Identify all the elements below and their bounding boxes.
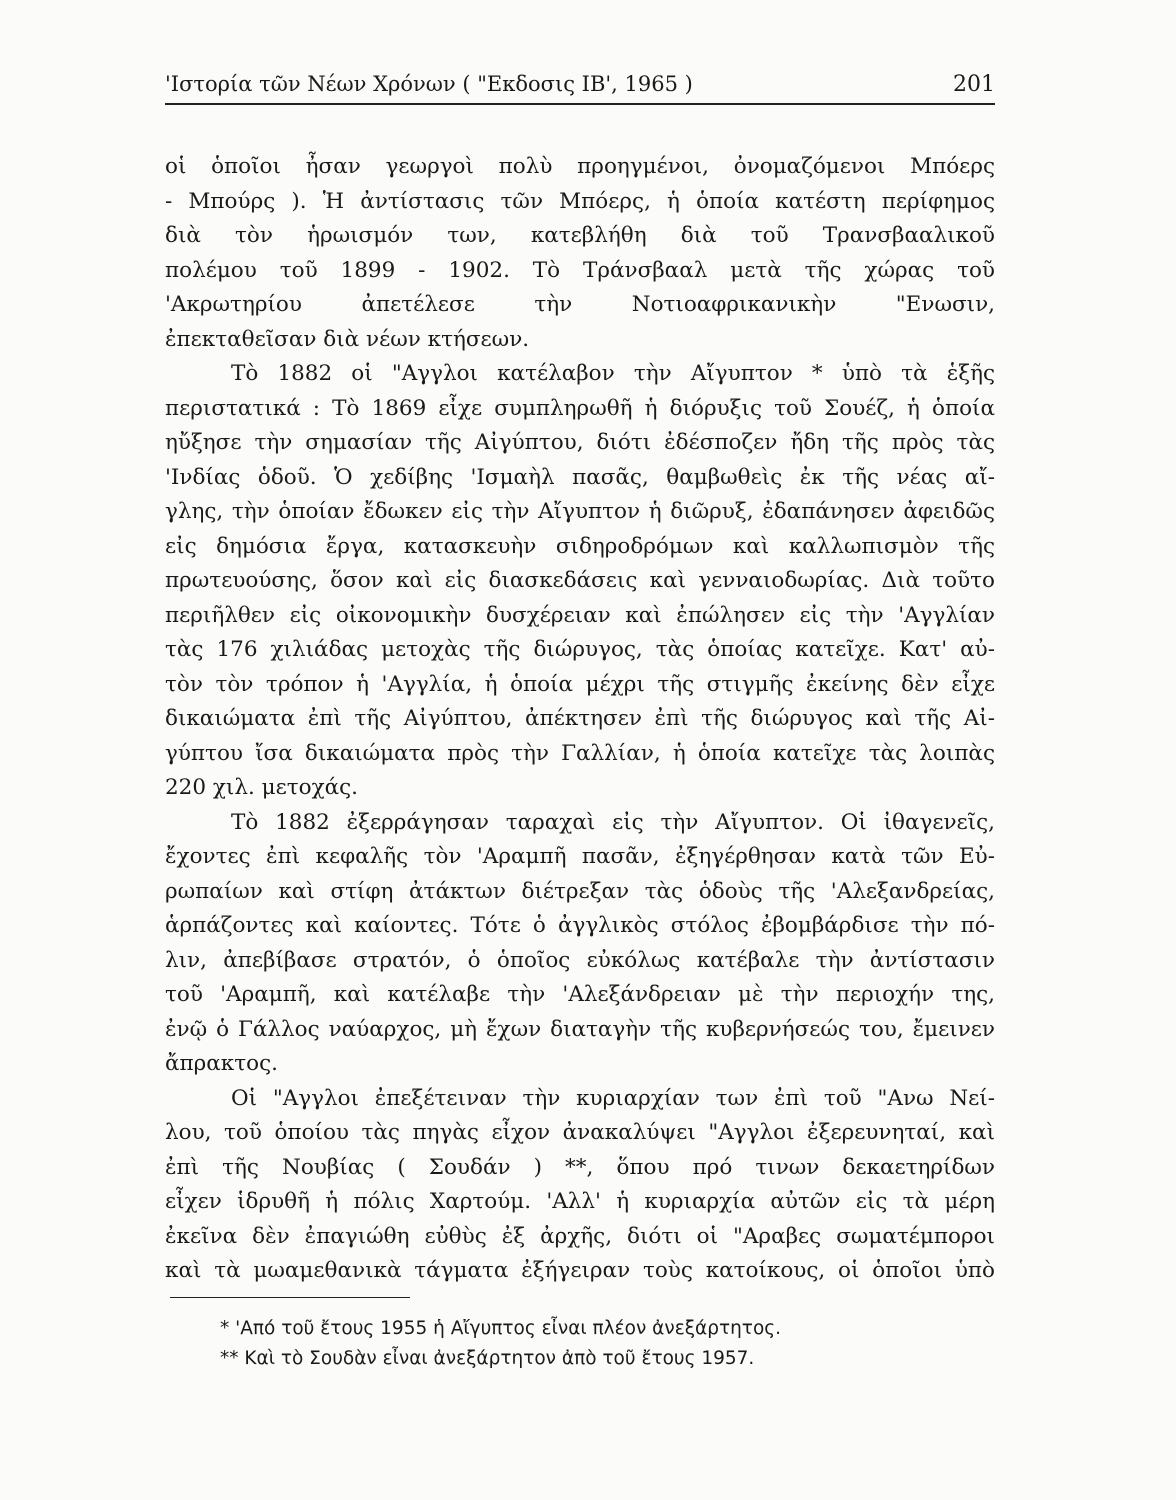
text-line: ἄπρακτος. xyxy=(165,1051,278,1076)
text-line: λιν, ἀπεβίβασε στρατόν, ὁ ὁποῖος εὐκόλως κατέβαλε τὴν ἀντίστασιν xyxy=(165,947,995,973)
footnote-divider xyxy=(170,1297,410,1298)
text-line: τὰς 176 χιλιάδας μετοχὰς τῆς διώρυγος, τὰς ὁποίας κατεῖχε. Κατ' αὐ- xyxy=(165,637,995,662)
text-line: ἐπεκταθεῖσαν διὰ νέων κτήσεων. xyxy=(165,326,530,352)
page-number: 201 xyxy=(953,72,995,97)
text-line: ρωπαίων καὶ στίφη ἀτάκτων διέτρεξαν τὰς ὁδοὺς τῆς 'Αλεξανδρείας, xyxy=(165,878,995,904)
text-line: - Μπούρς ). Ἡ ἀντίστασις τῶν Μπόερς, ἡ ὁποία κατέστη περίφημος xyxy=(165,188,995,214)
footnote-1: * 'Από τοῦ ἔτους 1955 ἡ Αἴγυπτος εἶναι πλέον ἀνεξάρτητος. xyxy=(220,1318,782,1339)
running-title: 'Ιστορία τῶν Νέων Χρόνων ( "Εκδοσις ΙΒ', 1965 ) xyxy=(165,72,693,96)
text-line: δικαιώματα ἐπὶ τῆς Αἰγύπτου, ἀπέκτησεν ἐπὶ τῆς διώρυγος καὶ τῆς Αἰ- xyxy=(165,706,995,731)
footnotes xyxy=(220,1314,980,1374)
text-line: γλης, τὴν ὁποίαν ἔδωκεν εἰς τὴν Αἴγυπτον ἡ διῶρυξ, ἐδαπάνησεν ἀφειδῶς xyxy=(165,499,995,524)
text-line: ἐπὶ τῆς Νουβίας ( Σουδάν ) **, ὅπου πρό τινων δεκαετηρίδων xyxy=(165,1154,995,1180)
text-line: οἱ ὁποῖοι ἦσαν γεωργοὶ πολὺ προηγμένοι, ὀνομαζόμενοι Μπόερς xyxy=(165,154,995,179)
text-line: Τὸ 1882 ἐξερράγησαν ταραχαὶ εἰς τὴν Αἴγυπτον. Οἱ ἰθαγενεῖς, xyxy=(231,809,995,835)
running-header xyxy=(165,72,995,105)
text-line: ηὔξησε τὴν σημασίαν τῆς Αἰγύπτου, διότι ἐδέσποζεν ἤδη τῆς πρὸς τὰς xyxy=(165,430,995,455)
text-line: ἁρπάζοντες καὶ καίοντες. Τότε ὁ ἀγγλικὸς στόλος ἐβομβάρδισε τὴν πό- xyxy=(165,913,995,938)
text-line: ἐκεῖνα δὲν ἐπαγιώθη εὐθὺς ἐξ ἀρχῆς, διότι οἱ "Αραβες σωματέμποροι xyxy=(165,1223,995,1249)
text-line: τὸν τὸν τρόπον ἡ 'Αγγλία, ἡ ὁποία μέχρι τῆς στιγμῆς ἐκείνης δὲν εἶχε xyxy=(165,671,995,697)
main-text xyxy=(165,150,995,1289)
text-line: λου, τοῦ ὁποίου τὰς πηγὰς εἶχον ἀνακαλύψει "Αγγλοι ἐξερευνηταί, καὶ xyxy=(165,1120,995,1145)
text-line: διὰ τὸν ἡρωισμόν των, κατεβλήθη διὰ τοῦ Τρανσβααλικοῦ xyxy=(165,223,995,248)
text-line: περιστατικά : Τὸ 1869 εἶχε συμπληρωθῆ ἡ διόρυξις τοῦ Σουέζ, ἡ ὁποία xyxy=(165,395,995,421)
text-line: ἔχοντες ἐπὶ κεφαλῆς τὸν 'Αραμπῆ πασᾶν, ἐξηγέρθησαν κατὰ τῶν Εὐ- xyxy=(165,844,995,869)
text-line: εἶχεν ἱδρυθῆ ἡ πόλις Χαρτούμ. 'Αλλ' ἡ κυριαρχία αὐτῶν εἰς τὰ μέρη xyxy=(165,1189,995,1214)
text-line: τοῦ 'Αραμπῆ, καὶ κατέλαβε τὴν 'Αλεξάνδρειαν μὲ τὴν περιοχήν της, xyxy=(165,982,995,1007)
text-line: 220 χιλ. μετοχάς. xyxy=(165,775,358,800)
text-line: πρωτευούσης, ὅσον καὶ εἰς διασκεδάσεις καὶ γενναιοδωρίας. Διὰ τοῦτο xyxy=(165,568,995,593)
text-line: 'Ινδίας ὁδοῦ. Ὁ χεδίβης 'Ισμαὴλ πασᾶς, θαμβωθεὶς ἐκ τῆς νέας αἴ- xyxy=(165,464,995,490)
text-line: εἰς δημόσια ἔργα, κατασκευὴν σιδηροδρόμων καὶ καλλωπισμὸν τῆς xyxy=(165,533,995,559)
text-line: καὶ τὰ μωαμεθανικὰ τάγματα ἐξήγειραν τοὺς κατοίκους, οἱ ὁποῖοι ὑπὸ xyxy=(165,1258,995,1283)
text-line: ἐνῷ ὁ Γάλλος ναύαρχος, μὴ ἔχων διαταγὴν τῆς κυβερνήσεώς του, ἔμεινεν xyxy=(165,1016,995,1042)
footnote-2: ** Καὶ τὸ Σουδὰν εἶναι ἀνεξάρτητον ἀπὸ τοῦ ἔτους 1957. xyxy=(220,1348,755,1369)
text-line: 'Ακρωτηρίου ἀπετέλεσε τὴν Νοτιοαφρικανικὴν "Ενωσιν, xyxy=(165,292,995,317)
text-line: γύπτου ἴσα δικαιώματα πρὸς τὴν Γαλλίαν, ἡ ὁποία κατεῖχε τὰς λοιπὰς xyxy=(165,740,995,766)
text-line: πολέμου τοῦ 1899 - 1902. Τὸ Τράνσβααλ μετὰ τῆς χώρας τοῦ xyxy=(165,257,995,283)
text-line: Τὸ 1882 οἱ "Αγγλοι κατέλαβον τὴν Αἴγυπτον * ὑπὸ τὰ ἑξῆς xyxy=(231,361,995,386)
text-line: Οἱ "Αγγλοι ἐπεξέτειναν τὴν κυριαρχίαν των ἐπὶ τοῦ "Ανω Νεί- xyxy=(231,1085,995,1111)
text-line: περιῆλθεν εἰς οἰκονομικὴν δυσχέρειαν καὶ ἐπώλησεν εἰς τὴν 'Αγγλίαν xyxy=(165,602,995,628)
